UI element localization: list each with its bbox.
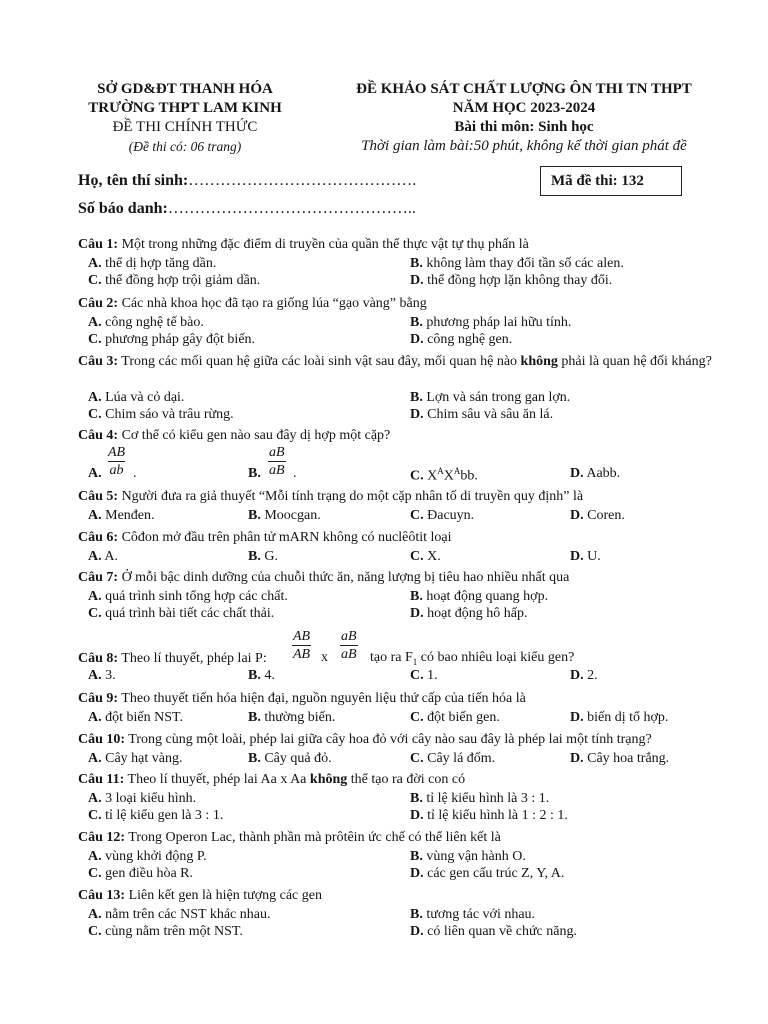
option-text: X [423, 468, 438, 484]
option-letter: B. [410, 849, 423, 864]
option-letter: B. [410, 589, 423, 604]
option-letter: C. [410, 508, 424, 523]
question-text: Trong Operon Lac, thành phần mà prôtêin ức chế có thể liên kết là [125, 830, 501, 845]
question-stem [78, 295, 728, 312]
option-text: Chim sâu và sâu ăn lá. [423, 407, 554, 422]
option-text: 3. [101, 668, 116, 683]
option-text: nằm trên các NST khác nhau. [101, 907, 271, 922]
option-text: quá trình bài tiết các chất thải. [101, 606, 275, 621]
option-letter: A. [88, 390, 102, 405]
option-text: Lúa và cỏ dại. [101, 390, 185, 405]
question-number: Câu 13: [78, 888, 126, 903]
option-letter: A. [88, 751, 102, 766]
question-text: Liên kết gen là hiện tượng các gen [125, 888, 322, 903]
question-9 [78, 690, 728, 707]
question-number: Câu 1: [78, 237, 119, 252]
option-letter: B. [410, 390, 423, 405]
generation-subscript: 1 [412, 656, 418, 667]
option-letter: A. [88, 791, 102, 806]
option-text: tỉ lệ kiểu hình là 3 : 1. [422, 791, 550, 806]
genotype-c-sup-1: A [437, 466, 444, 476]
option-letter: C. [410, 710, 424, 725]
department-name: SỞ GD&ĐT THANH HÓA [97, 81, 273, 97]
genotype-c-sup-2: A [453, 466, 461, 476]
option-text: Menđen. [101, 508, 155, 523]
answer-option-d [570, 549, 601, 565]
option-letter: C. [88, 332, 102, 347]
question-stem [78, 427, 728, 444]
answer-option-b [410, 390, 570, 406]
question-text-end [370, 650, 574, 667]
option-letter: A. [88, 710, 102, 725]
option-letter: C. [88, 606, 102, 621]
genotype-a-period: . [133, 466, 137, 481]
option-text: Moocgan. [260, 508, 321, 523]
option-text: phương pháp gây đột biến. [101, 332, 256, 347]
question-emphasis: không [309, 772, 348, 787]
question-number: Câu 8: [78, 651, 119, 666]
exam-subject: Bài thi môn: Sinh học [454, 119, 594, 135]
cross-sign: x [321, 650, 328, 665]
question-stem [78, 771, 728, 788]
answer-option-c [410, 549, 441, 565]
genotype-b-numerator: aB [269, 445, 285, 460]
option-text: 4. [260, 668, 275, 683]
answer-option-b [248, 508, 321, 524]
option-letter: A. [88, 589, 102, 604]
answer-option-d [410, 808, 568, 824]
answer-option-d [410, 866, 564, 882]
question-11 [78, 771, 728, 788]
option-text: tỉ lệ kiểu hình là 1 : 2 : 1. [423, 808, 568, 823]
question-12 [78, 829, 728, 846]
official-exam-label: ĐỀ THI CHÍNH THỨC [112, 119, 258, 135]
answer-option-d [570, 466, 620, 482]
question-text: Các nhà khoa học đã tạo ra giống lúa “gạo vàng” bằng [118, 296, 427, 311]
question-text: Trong các mối quan hệ giữa các loài sinh vật sau đây, mối quan hệ nào [118, 354, 521, 369]
question-text-tail: có bao nhiêu loại kiểu gen? [417, 650, 575, 665]
option-letter: A. [88, 466, 102, 481]
option-letter: B. [410, 907, 423, 922]
answer-option-b [410, 907, 535, 923]
answer-option-a [88, 256, 216, 272]
option-text: hoạt động quang hợp. [422, 589, 549, 604]
option-letter: D. [410, 606, 424, 621]
answer-option-d [570, 508, 625, 524]
answer-option-b [248, 466, 261, 482]
option-letter: D. [570, 549, 584, 564]
genotype-a-denominator: ab [109, 463, 124, 478]
candidate-name-dots: ……………………………………. [188, 172, 417, 189]
question-1 [78, 236, 728, 253]
answer-option-b [410, 849, 526, 865]
question-10 [78, 731, 728, 748]
cross-parent-1 [292, 628, 311, 663]
answer-option-a [88, 849, 207, 865]
question-number: Câu 11: [78, 772, 125, 787]
answer-option-c [410, 508, 474, 524]
option-letter: B. [248, 668, 261, 683]
option-text: X. [423, 549, 441, 564]
option-letter: B. [248, 751, 261, 766]
option-text: không làm thay đổi tần số các alen. [422, 256, 624, 271]
question-stem [78, 529, 728, 546]
genotype-b [268, 444, 286, 479]
answer-option-b [410, 256, 624, 272]
option-text: biến dị tổ hợp. [583, 710, 669, 725]
option-letter: D. [410, 924, 424, 939]
question-stem [78, 887, 728, 904]
question-number: Câu 2: [78, 296, 119, 311]
question-number: Câu 4: [78, 428, 119, 443]
question-text: Trong cùng một loài, phép lai giữa cây hoa đỏ với cây nào sau đây là phép lai một tính trạng? [125, 732, 652, 747]
genotype-b-denominator: aB [269, 463, 285, 478]
cross-parent-2-numerator: aB [341, 629, 357, 644]
answer-option-d [570, 751, 669, 767]
question-number: Câu 6: [78, 530, 119, 545]
question-stem [78, 829, 728, 846]
option-letter: A. [88, 256, 102, 271]
question-number: Câu 5: [78, 489, 119, 504]
offspring-label: tạo ra F [370, 650, 413, 665]
question-number: Câu 9: [78, 691, 119, 706]
option-letter: B. [248, 508, 261, 523]
cross-parent-1-denominator: AB [293, 647, 311, 662]
answer-option-b [248, 710, 335, 726]
question-text: Một trong những đặc điểm di truyền của quần thể thực vật tự thụ phấn là [118, 237, 529, 252]
question-stem [78, 236, 728, 253]
option-text: Đacuyn. [423, 508, 475, 523]
option-letter: D. [410, 407, 424, 422]
option-text: gen điều hòa R. [101, 866, 193, 881]
school-year: NĂM HỌC 2023-2024 [452, 100, 596, 116]
exam-code-box: Mã đề thi: 132 [540, 166, 682, 196]
question-number: Câu 12: [78, 830, 126, 845]
question-text: Theo lí thuyết, phép lai Aa x Aa [124, 772, 310, 787]
option-letter: C. [410, 549, 424, 564]
page-count-note: (Đề thi có: 06 trang) [128, 139, 242, 154]
answer-option-c [410, 466, 478, 485]
answer-option-a [88, 907, 270, 923]
genotype-a-numerator: AB [108, 445, 126, 460]
option-letter: C. [88, 924, 102, 939]
option-letter: A. [88, 315, 102, 330]
option-letter: D. [410, 866, 424, 881]
answer-option-c [410, 751, 495, 767]
option-letter: A. [88, 668, 102, 683]
option-letter: B. [248, 710, 261, 725]
candidate-id-label: Số báo danh: [78, 200, 168, 217]
option-letter: D. [570, 751, 584, 766]
option-letter: B. [248, 549, 261, 564]
answer-option-a [88, 390, 184, 406]
question-6 [78, 529, 728, 546]
genotype-c-tail: bb. [460, 468, 478, 484]
answer-option-c [88, 407, 234, 423]
answer-option-a [88, 668, 116, 684]
option-text: 2. [583, 668, 598, 683]
question-number: Câu 7: [78, 570, 119, 585]
answer-option-d [570, 668, 598, 684]
genotype-c-x: X [443, 468, 454, 484]
option-text: các gen cấu trúc Z, Y, A. [423, 866, 565, 881]
option-letter: C. [410, 468, 424, 484]
option-text: Lợn và sán trong gan lợn. [422, 390, 571, 405]
option-letter: C. [88, 866, 102, 881]
answer-option-c [88, 808, 223, 824]
option-text: Cây hạt vàng. [101, 751, 183, 766]
option-text: Cây quả đỏ. [260, 751, 332, 766]
option-text: U. [583, 549, 601, 564]
exam-title: ĐỀ KHẢO SÁT CHẤT LƯỢNG ÔN THI TN THPT [356, 81, 692, 97]
option-text: phương pháp lai hữu tính. [422, 315, 572, 330]
question-text: Côđon mở đầu trên phân tử mARN không có nuclêôtit loại [118, 530, 452, 545]
answer-option-b [248, 751, 332, 767]
question-stem [78, 690, 728, 707]
question-3 [78, 353, 728, 370]
answer-option-a [88, 710, 183, 726]
question-text: Theo thuyết tiến hóa hiện đại, nguồn nguyên liệu thứ cấp của tiến hóa là [118, 691, 526, 706]
school-name: TRƯỜNG THPT LAM KINH [88, 100, 282, 116]
option-text: có liên quan về chức năng. [423, 924, 577, 939]
option-letter: A. [88, 508, 102, 523]
question-7 [78, 569, 728, 586]
answer-option-a [88, 791, 196, 807]
question-stem [78, 488, 728, 505]
school-header [40, 80, 330, 156]
option-text: tỉ lệ kiểu gen là 3 : 1. [101, 808, 224, 823]
answer-option-c [88, 332, 255, 348]
answer-option-d [410, 332, 512, 348]
exam-duration: Thời gian làm bài:50 phút, không kể thời gian phát đề [361, 138, 687, 154]
option-letter: A. [88, 849, 102, 864]
candidate-id-line [78, 200, 416, 218]
answer-option-c [88, 924, 243, 940]
question-emphasis: không [520, 354, 558, 369]
option-text: 1. [423, 668, 438, 683]
question-number: Câu 10: [78, 732, 126, 747]
option-letter: C. [88, 273, 102, 288]
option-letter: B. [410, 791, 423, 806]
answer-option-c [410, 668, 438, 684]
question-number: Câu 3: [78, 354, 119, 369]
option-letter: D. [570, 710, 584, 725]
option-text: Aabb. [583, 466, 621, 481]
option-letter: A. [88, 907, 102, 922]
option-text: Cây hoa trắng. [583, 751, 670, 766]
question-text: Cơ thể có kiểu gen nào sau đây dị hợp một cặp? [118, 428, 391, 443]
cross-parent-1-numerator: AB [293, 629, 311, 644]
option-letter: B. [410, 315, 423, 330]
question-text-end: thể tạo ra đời con có [347, 772, 466, 787]
genotype-b-period: . [293, 466, 297, 481]
question-text: Ở mỗi bậc dinh dưỡng của chuỗi thức ăn, năng lượng bị tiêu hao nhiều nhất qua [118, 570, 570, 585]
exam-header [318, 80, 730, 156]
option-letter: D. [570, 668, 584, 683]
option-text: thể đồng hợp trội giảm dần. [101, 273, 261, 288]
question-4 [78, 427, 728, 444]
answer-option-d [410, 273, 612, 289]
option-letter: B. [410, 256, 423, 271]
answer-option-b [410, 315, 571, 331]
answer-option-a [88, 751, 183, 767]
option-text: quá trình sinh tổng hợp các chất. [101, 589, 288, 604]
genotype-a [108, 444, 125, 479]
option-letter: D. [570, 508, 584, 523]
option-text: công nghệ tế bào. [101, 315, 204, 330]
answer-option-a [88, 315, 204, 331]
option-letter: C. [410, 668, 424, 683]
answer-option-b [410, 589, 548, 605]
option-text: đột biến NST. [101, 710, 184, 725]
answer-option-c [88, 866, 193, 882]
question-13 [78, 887, 728, 904]
cross-parent-2 [340, 628, 358, 663]
option-text: Chim sáo và trâu rừng. [101, 407, 234, 422]
candidate-name-line [78, 172, 416, 190]
answer-option-a [88, 466, 102, 482]
option-text: thường biến. [260, 710, 336, 725]
answer-option-a [88, 549, 118, 565]
option-text: vùng khởi động P. [101, 849, 207, 864]
option-letter: D. [410, 332, 424, 347]
answer-option-b [248, 668, 275, 684]
option-letter: C. [88, 808, 102, 823]
candidate-id-dots: ……………………………………….. [167, 200, 416, 217]
question-stem [78, 731, 728, 748]
answer-option-b [410, 791, 549, 807]
option-letter: D. [410, 808, 424, 823]
option-text: Coren. [583, 508, 625, 523]
option-text: A. [101, 549, 118, 564]
answer-option-c [410, 710, 500, 726]
option-text: cùng nằm trên một NST. [101, 924, 243, 939]
option-text: G. [260, 549, 278, 564]
question-text-end: phải là quan hệ đối kháng? [557, 354, 712, 369]
question-stem [78, 569, 728, 586]
option-text: công nghệ gen. [423, 332, 513, 347]
option-letter: C. [88, 407, 102, 422]
cross-parent-2-denominator: aB [341, 647, 357, 662]
answer-option-a [88, 508, 155, 524]
option-text: hoạt động hô hấp. [423, 606, 528, 621]
option-text: đột biến gen. [423, 710, 500, 725]
option-text: vùng vận hành O. [422, 849, 526, 864]
candidate-name-label: Họ, tên thí sinh: [78, 172, 189, 189]
option-letter: D. [570, 466, 584, 481]
option-text: thể dị hợp tăng dần. [101, 256, 217, 271]
answer-option-d [410, 924, 577, 940]
option-text: Cây lá đốm. [423, 751, 496, 766]
question-stem [78, 353, 728, 370]
option-letter: B. [248, 466, 261, 481]
answer-option-a [88, 589, 288, 605]
question-text: Theo lí thuyết, phép lai P: [118, 651, 267, 666]
option-text: tương tác với nhau. [422, 907, 536, 922]
answer-option-d [570, 710, 668, 726]
answer-option-c [88, 606, 274, 622]
option-letter: D. [410, 273, 424, 288]
option-letter: A. [88, 549, 102, 564]
answer-option-d [410, 407, 553, 423]
answer-option-b [248, 549, 278, 565]
option-text: thể đồng hợp lặn không thay đổi. [423, 273, 613, 288]
option-text: 3 loại kiểu hình. [101, 791, 197, 806]
answer-option-c [88, 273, 260, 289]
question-text: Người đưa ra giả thuyết “Mỗi tính trạng do một cặp nhân tố di truyền quy định” là [118, 489, 584, 504]
answer-option-d [410, 606, 527, 622]
question-2 [78, 295, 728, 312]
question-5 [78, 488, 728, 505]
option-letter: C. [410, 751, 424, 766]
